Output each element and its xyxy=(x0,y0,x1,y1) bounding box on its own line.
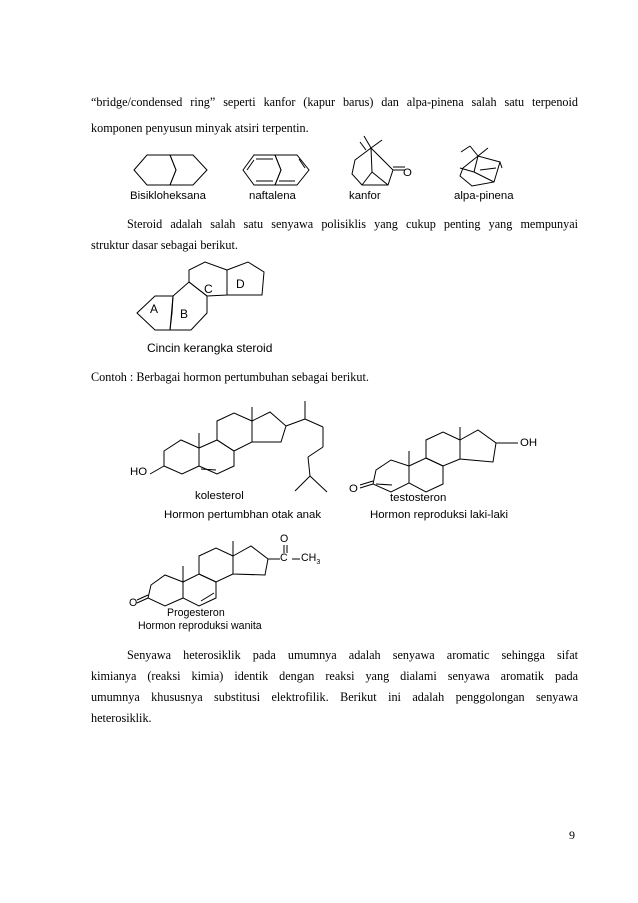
alpa-pinena-label: alpa-pinena xyxy=(454,190,514,202)
kanfor-oxygen-label: O xyxy=(403,167,412,179)
progesteron-subscript-3: 3 xyxy=(316,559,321,567)
progesteron-label: Progesteron xyxy=(167,607,225,619)
progesteron-oxygen-label: O xyxy=(129,597,138,609)
testosteron-oxygen-label: O xyxy=(349,483,358,495)
hetero-line-1: Senyawa heterosiklik pada umumnya adalah senyawa aromatic sehingga sifat xyxy=(127,648,578,662)
hetero-line-3: umumnya khususnya substitusi elektrofilik. Berikut ini adalah penggolongan senyawa xyxy=(91,690,578,704)
progesteron-methyl-label xyxy=(301,552,320,566)
hetero-line-4: heterosiklik. xyxy=(91,711,152,725)
steroid-skeleton-caption: Cincin kerangka steroid xyxy=(147,341,273,355)
contoh-line: Contoh : Berbagai hormon pertumbuhan sebagai berikut. xyxy=(91,370,369,384)
steroid-line-2: struktur dasar sebagai berikut. xyxy=(91,238,238,252)
testosteron-caption: Hormon reproduksi laki-laki xyxy=(370,509,509,521)
progesteron-ch-text: CH xyxy=(301,552,317,564)
ring-b-label: B xyxy=(180,307,189,321)
ring-a-label: A xyxy=(150,302,159,316)
intro-line-1: “bridge/condensed ring” seperti kanfor (kapur barus) dan alpa-pinena salah satu terpenoid xyxy=(91,95,578,109)
heterosiklik-paragraph xyxy=(91,645,578,729)
kolesterol-ho-label: HO xyxy=(130,466,148,478)
kolesterol-structure xyxy=(150,401,327,492)
kanfor-label: kanfor xyxy=(349,190,381,202)
naftalena-label: naftalena xyxy=(249,190,296,202)
progesteron-carbon-label: C xyxy=(280,552,288,564)
ring-c-label: C xyxy=(204,282,213,296)
progesteron-caption: Hormon reproduksi wanita xyxy=(138,620,262,632)
testosteron-label: testosteron xyxy=(390,492,447,504)
bisikloheksana-label: Bisikloheksana xyxy=(130,190,206,202)
intro-line-2: komponen penyusun minyak atsiri terpentin. xyxy=(91,121,309,135)
progesteron-carbonyl-oxygen-label: O xyxy=(280,533,289,545)
progesteron-structure xyxy=(137,541,300,606)
ring-d-label: D xyxy=(236,277,245,291)
kolesterol-caption: Hormon pertumbhan otak anak xyxy=(164,509,322,521)
steroid-line-1: Steroid adalah salah satu senyawa polisiklis yang cukup penting yang mempunyai xyxy=(127,217,578,231)
testosteron-oh-label: OH xyxy=(520,437,538,449)
page-number: 9 xyxy=(569,828,575,842)
testosteron-structure xyxy=(360,427,518,492)
hetero-line-2: kimianya (reaksi kimia) identik dengan reaksi yang dialami senyawa aromatik pada xyxy=(91,669,578,683)
kolesterol-label: kolesterol xyxy=(195,490,244,502)
